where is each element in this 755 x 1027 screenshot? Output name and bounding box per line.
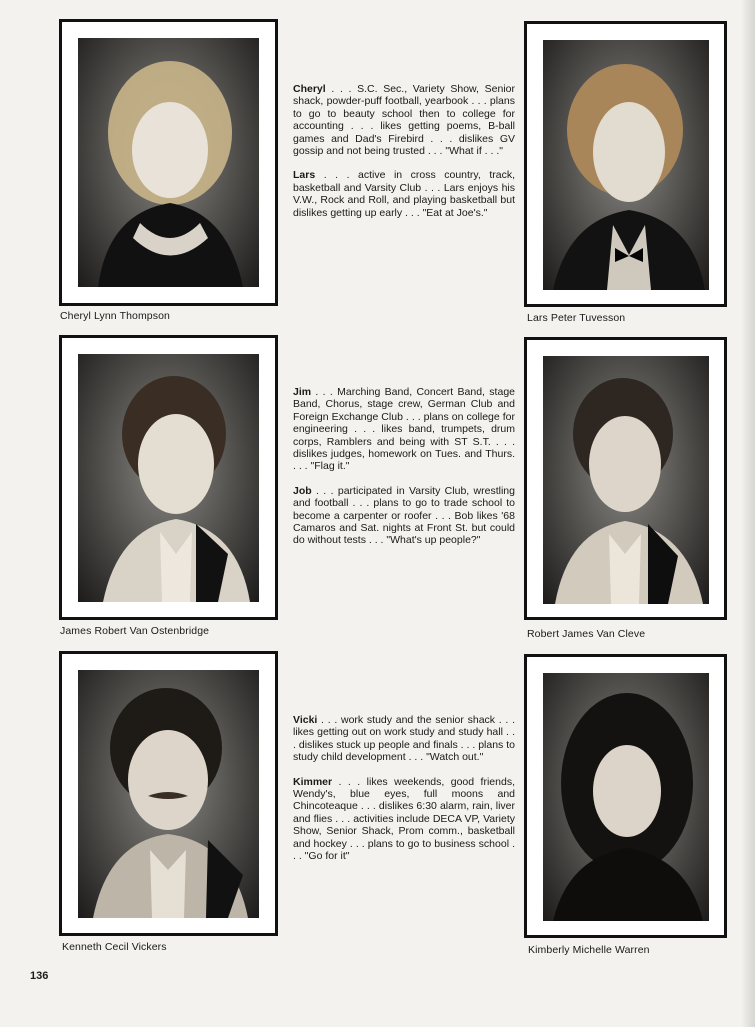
- page-number: 136: [30, 970, 49, 982]
- student-nickname: Job: [293, 484, 312, 497]
- bio-paragraph: [293, 386, 515, 473]
- bio-paragraph: [293, 485, 515, 547]
- portrait-frame-kimberly-warren: [524, 654, 727, 938]
- bio-paragraph: [293, 169, 515, 219]
- student-name: James Robert Van Ostenbridge: [60, 625, 210, 637]
- portrait-frame-lars-tuvesson: [524, 21, 727, 307]
- portrait-frame-kenneth-vickers: [59, 651, 278, 936]
- student-bio: . . . likes weekends, good friends, Wendy's, blue eyes, full moons and Chincoteaque . . . dislikes 6:30 alarm, rain, liver and flies . . . activities include DECA VP, Variety Show, Senior Shack, Prom comm., basketball and hockey . . . plans to go to business school . . . "Go for it": [293, 775, 515, 863]
- portrait-photo-james-van-ostenbridge: [78, 354, 259, 602]
- student-bio: . . . active in cross country, track, basketball and Varsity Club . . . Lars enjoys his V.W., Rock and Roll, and playing basketball but dislikes getting up early . . . "Eat at Joe's.": [293, 169, 515, 219]
- bio-paragraph: [293, 776, 515, 863]
- bio-paragraph: [293, 714, 515, 764]
- student-name: Kenneth Cecil Vickers: [62, 941, 167, 953]
- student-bio: . . . S.C. Sec., Variety Show, Senior shack, powder-puff football, yearbook . . . plans to go to beauty school then to college for accounting . . . likes getting poems, B-ball games and Dad's Firebird . . . dislikes GV gossip and not being trusted . . . "What if . . .": [293, 83, 515, 158]
- bio-block-row3: [293, 714, 515, 874]
- student-name: Cheryl Lynn Thompson: [60, 310, 170, 322]
- portrait-frame-james-van-ostenbridge: [59, 335, 278, 620]
- portrait-photo-lars-tuvesson: [543, 40, 709, 290]
- student-bio: . . . work study and the senior shack . . . likes getting out on work study and study hall . . . dislikes stuck up people and finals . . . plans to study child development . . . "Watch out.": [293, 714, 515, 764]
- student-nickname: Cheryl: [293, 83, 326, 95]
- portrait-photo-robert-van-cleve: [543, 356, 709, 604]
- page-edge-shadow: [741, 0, 755, 1027]
- student-name: Robert James Van Cleve: [527, 628, 646, 640]
- portrait-photo-kimberly-warren: [543, 673, 709, 921]
- student-name: Lars Peter Tuvesson: [527, 312, 626, 324]
- bio-paragraph: [293, 83, 515, 157]
- student-nickname: Lars: [293, 169, 316, 182]
- student-nickname: Vicki: [293, 714, 318, 726]
- student-bio: . . . participated in Varsity Club, wrestling and football . . . plans to go to trade school to become a carpenter or roofer . . . Bob likes '68 Camaros and Sat. nights at Front St. but could do without tests . . . "What's up people?": [293, 484, 515, 547]
- student-nickname: Kimmer: [293, 775, 333, 788]
- bio-block-row2: [293, 386, 515, 559]
- portrait-photo-cheryl-thompson: [78, 38, 259, 287]
- student-bio: . . . Marching Band, Concert Band, stage Band, Chorus, stage crew, German Club and Foreign Exchange Club . . . plans on college for engineering . . . likes band, trumpets, drum corps, Ramblers and being with ST S.T. . . . dislikes judges, homework on Tues. and Thurs. . . . "Flag it.": [293, 386, 515, 473]
- student-nickname: Jim: [293, 386, 312, 398]
- portrait-frame-cheryl-thompson: [59, 19, 278, 306]
- bio-block-row1: [293, 83, 515, 231]
- portrait-photo-kenneth-vickers: [78, 670, 259, 918]
- student-name: Kimberly Michelle Warren: [528, 944, 650, 956]
- portrait-frame-robert-van-cleve: [524, 337, 727, 620]
